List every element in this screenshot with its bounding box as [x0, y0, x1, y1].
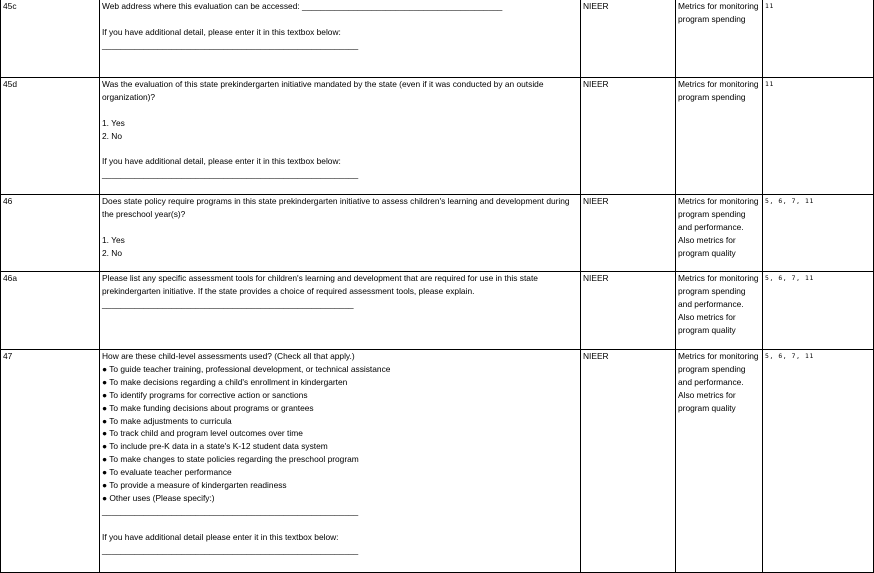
reference-cell: 11 — [763, 78, 874, 195]
source-cell: NIEER — [581, 195, 676, 272]
question-line: ● To identify programs for corrective action or sanctions — [102, 389, 308, 400]
domain-cell: Metrics for monitoring program spending — [676, 78, 763, 195]
item-number-cell: 46a — [1, 272, 100, 350]
question-line: ● To include pre-K data in a state's K-12 student data system — [102, 441, 328, 452]
question-line: If you have additional detail please enter it in this textbox below: — [102, 531, 339, 542]
question-line: ● Other uses (Please specify:) — [102, 492, 215, 503]
question-line: ● To make funding decisions about programs or grantees — [102, 402, 314, 413]
reference-cell: 5, 6, 7, 11 — [763, 195, 874, 272]
question-line: _______________________________________________________ — [102, 169, 359, 180]
domain-cell: Metrics for monitoring program spending — [676, 0, 763, 78]
question-line: Web address where this evaluation can be accessed: ___________________________________________ — [102, 1, 503, 11]
question-line: ● To evaluate teacher performance — [102, 467, 232, 478]
table-row — [1, 350, 874, 573]
blank-line — [102, 104, 578, 117]
question-line: If you have additional detail, please enter it in this textbox below: — [102, 156, 341, 167]
blank-line — [102, 143, 578, 156]
table-row — [1, 272, 874, 350]
question-line: How are these child-level assessments used? (Check all that apply.) — [102, 351, 355, 361]
reference-cell: 5, 6, 7, 11 — [763, 272, 874, 350]
question-line: If you have additional detail, please enter it in this textbox below: — [102, 26, 341, 37]
question-line: ● To make changes to state policies regarding the preschool program — [102, 454, 359, 465]
source-cell: NIEER — [581, 78, 676, 195]
source-cell: NIEER — [581, 0, 676, 78]
domain-cell: Metrics for monitoring program spending and performance. Also metrics for program quality — [676, 350, 763, 573]
blank-line — [102, 13, 578, 26]
question-line: 1. Yes — [102, 234, 125, 245]
source-cell: NIEER — [581, 350, 676, 573]
question-line: 2. No — [102, 247, 123, 258]
question-cell — [100, 195, 581, 272]
item-number-cell: 45c — [1, 0, 100, 78]
question-line: ● To provide a measure of kindergarten readiness — [102, 480, 287, 491]
question-line: ______________________________________________________ — [102, 298, 354, 309]
blank-line — [102, 518, 578, 531]
item-number-cell: 46 — [1, 195, 100, 272]
blank-line — [102, 221, 578, 234]
item-number-cell: 45d — [1, 78, 100, 195]
question-line: _______________________________________________________ — [102, 505, 359, 516]
question-cell — [100, 0, 581, 78]
source-cell: NIEER — [581, 272, 676, 350]
question-line: _______________________________________________________ — [102, 544, 359, 555]
item-number-cell: 47 — [1, 350, 100, 573]
question-cell — [100, 272, 581, 350]
question-line: ● To guide teacher training, professional development, or technical assistance — [102, 363, 391, 374]
reference-cell: 11 — [763, 0, 874, 78]
table-row — [1, 195, 874, 272]
table-row — [1, 78, 874, 195]
question-cell — [100, 350, 581, 573]
question-line: Does state policy require programs in this state prekindergarten initiative to assess children's learning and development during the preschool year(s)? — [102, 196, 570, 219]
question-line: 2. No — [102, 130, 123, 141]
question-line: ● To make decisions regarding a child's enrollment in kindergarten — [102, 376, 348, 387]
table-row — [1, 0, 874, 78]
question-line: Was the evaluation of this state prekindergarten initiative mandated by the state (even if it was conducted by an outside organization)? — [102, 79, 544, 102]
question-line: ● To make adjustments to curricula — [102, 415, 232, 426]
question-cell — [100, 78, 581, 195]
question-line: _______________________________________________________ — [102, 39, 359, 50]
question-line: ● To track child and program level outcomes over time — [102, 428, 303, 439]
domain-cell: Metrics for monitoring program spending and performance. Also metrics for program quality — [676, 272, 763, 350]
question-line: Please list any specific assessment tools for children's learning and development that are required for use in this state prekindergarten initiative. If the state provides a choice of required assessment tools, please explain. — [102, 273, 538, 296]
question-line: 1. Yes — [102, 117, 125, 128]
domain-cell: Metrics for monitoring program spending and performance. Also metrics for program quality — [676, 195, 763, 272]
reference-cell: 5, 6, 7, 11 — [763, 350, 874, 573]
